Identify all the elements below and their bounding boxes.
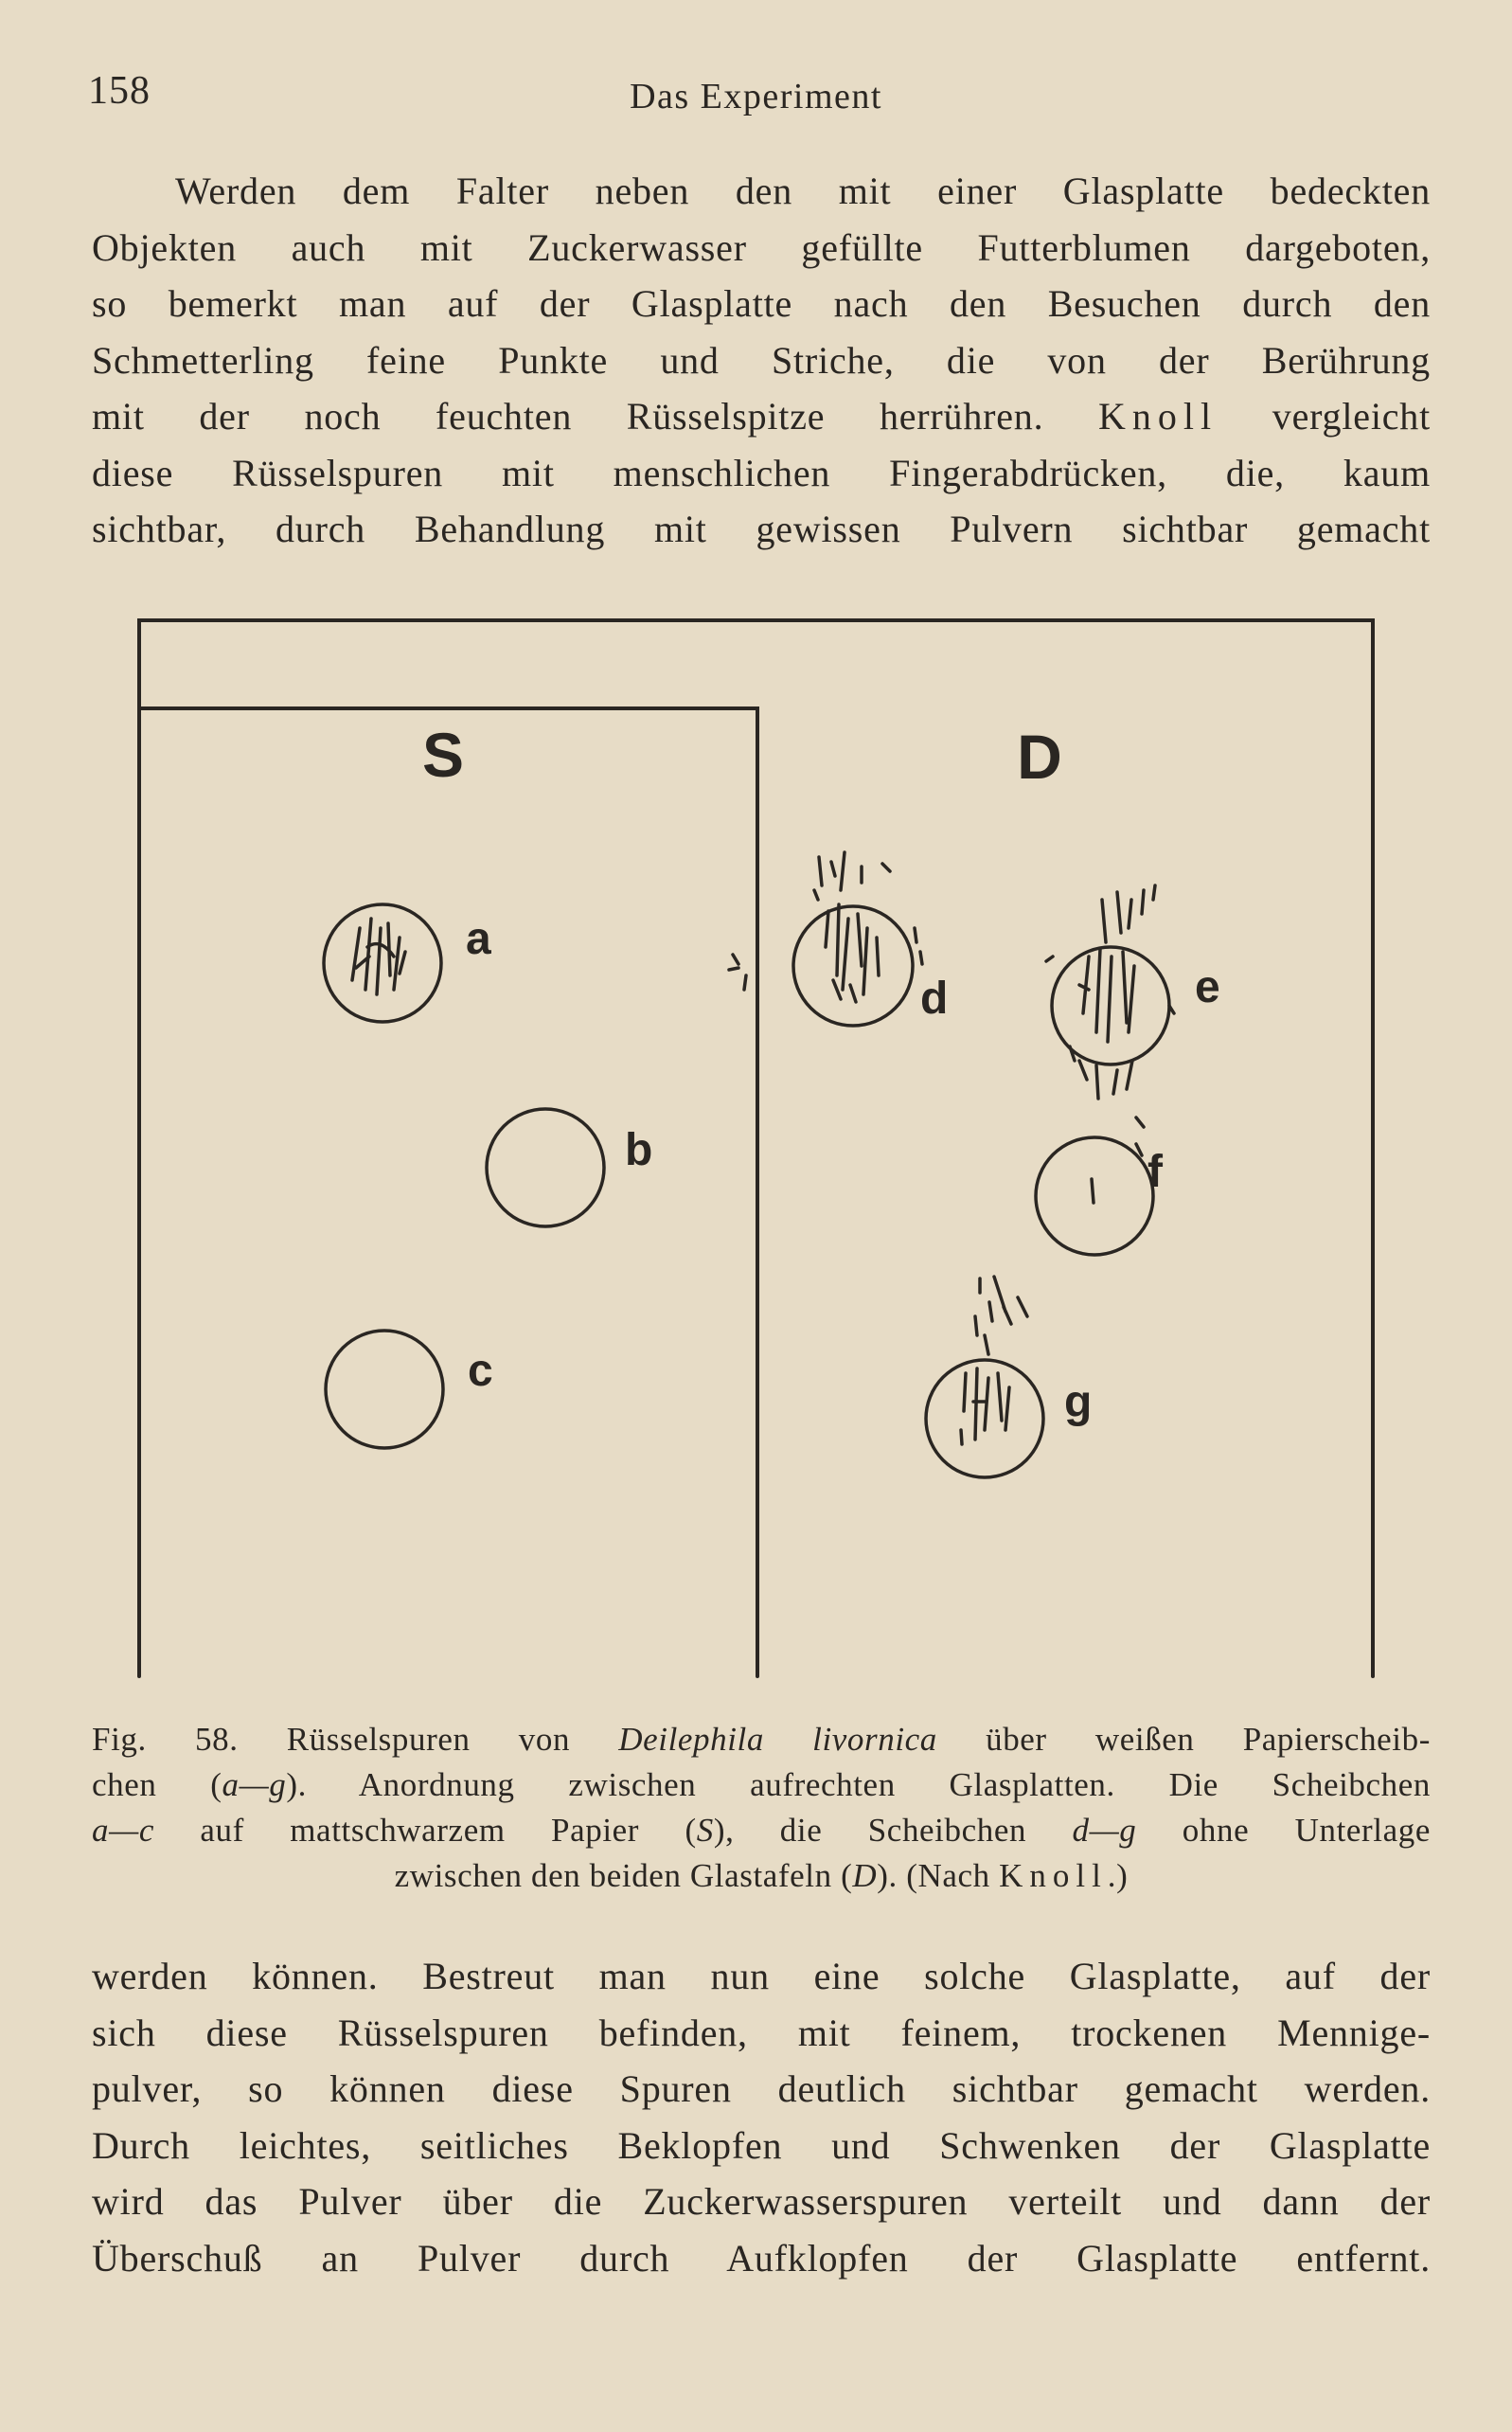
caption-italic: S (696, 1812, 714, 1849)
caption-text: ), die Scheibchen (713, 1812, 1027, 1849)
caption-text: chen ( (92, 1766, 222, 1803)
caption-text: Fig. 58. Rüsselspuren von (92, 1721, 571, 1758)
disc-label-b: b (625, 1125, 653, 1175)
panel-divider (139, 708, 757, 1676)
paragraph-top (92, 163, 1431, 558)
caption-italic: d—g (1072, 1812, 1137, 1849)
caption-text: zwischen den beiden Glastafeln ( (394, 1857, 853, 1894)
text-line: sichtbar, durch Behandlung mit gewissen Pulvern sichtbar gemacht (92, 508, 1431, 550)
caption-italic: D (852, 1857, 878, 1894)
caption-text: auf mattschwarzem Papier ( (200, 1812, 697, 1849)
caption-text: über weißen Papierscheib- (986, 1721, 1431, 1758)
text-line (92, 388, 1431, 445)
figure-58 (133, 616, 1382, 1686)
caption-text: ). (Nach (877, 1857, 990, 1894)
disc-label-d: d (920, 974, 949, 1024)
species-name: Deilephila livornica (618, 1721, 937, 1758)
figure-drawing (133, 616, 1382, 1686)
text-line: wird das Pulver über die Zuckerwasserspuren verteilt und dann der (92, 2180, 1431, 2223)
disc-c (326, 1331, 443, 1448)
panel-d-label: D (1017, 722, 1062, 792)
caption-line (92, 1762, 1431, 1808)
paragraph-bottom (92, 1948, 1431, 2286)
text-line: Durch leichtes, seitliches Beklopfen und Schwenken der Glasplatte (92, 2123, 1431, 2167)
caption-line (92, 1717, 1431, 1762)
proboscis-marks-a (352, 919, 405, 994)
disc-d (793, 906, 913, 1026)
disc-label-g: g (1064, 1377, 1093, 1427)
text-line: Werden dem Falter neben den mit einer Glasplatte bedeckten (175, 170, 1431, 212)
text-line: werden können. Bestreut man nun eine solche Glasplatte, auf der (92, 1955, 1431, 1997)
panel-s-label: S (421, 720, 465, 790)
caption-italic: a—g (222, 1766, 287, 1803)
disc-b (487, 1109, 604, 1226)
caption-line (92, 1853, 1431, 1899)
figure-caption (92, 1717, 1431, 1899)
text-segment: vergleicht (1272, 395, 1431, 438)
caption-text: ). Anordnung zwischen aufrechten Glasplatten. Die Scheibchen (286, 1766, 1432, 1803)
disc-a (324, 904, 441, 1022)
text-line: sich diese Rüsselspuren befinden, mit feinem, trockenen Mennige- (92, 2011, 1431, 2054)
author-name: Knoll (1098, 395, 1218, 438)
disc-label-a: a (466, 914, 491, 964)
caption-italic: a—c (92, 1812, 154, 1849)
text-line: diese Rüsselspuren mit menschlichen Fingerabdrücken, die, kaum (92, 451, 1431, 494)
text-line: Objekten auch mit Zuckerwasser gefüllte Futterblumen dargeboten, (92, 225, 1431, 269)
text-line: so bemerkt man auf der Glasplatte nach den Besuchen durch den (92, 282, 1431, 325)
proboscis-marks-e (1046, 885, 1174, 1127)
caption-text: ohne Unterlage (1182, 1812, 1431, 1849)
text-segment: mit der noch feuchten Rüsselspitze herrühren. (92, 395, 1044, 438)
caption-line (92, 1808, 1431, 1853)
disc-label-f: f (1147, 1147, 1163, 1197)
author-name: Knoll (999, 1857, 1108, 1894)
running-title: Das Experiment (630, 77, 882, 116)
text-line: Überschuß an Pulver durch Aufklopfen der Glasplatte entfernt. (92, 2236, 1431, 2280)
page-number: 158 (88, 69, 151, 113)
caption-text: .) (1107, 1857, 1129, 1894)
text-line: Schmetterling feine Punkte und Striche, die von der Berührung (92, 338, 1431, 382)
disc-label-e: e (1195, 962, 1220, 1012)
text-line: pulver, so können diese Spuren deutlich sichtbar gemacht werden. (92, 2067, 1431, 2110)
disc-label-c: c (468, 1346, 493, 1396)
